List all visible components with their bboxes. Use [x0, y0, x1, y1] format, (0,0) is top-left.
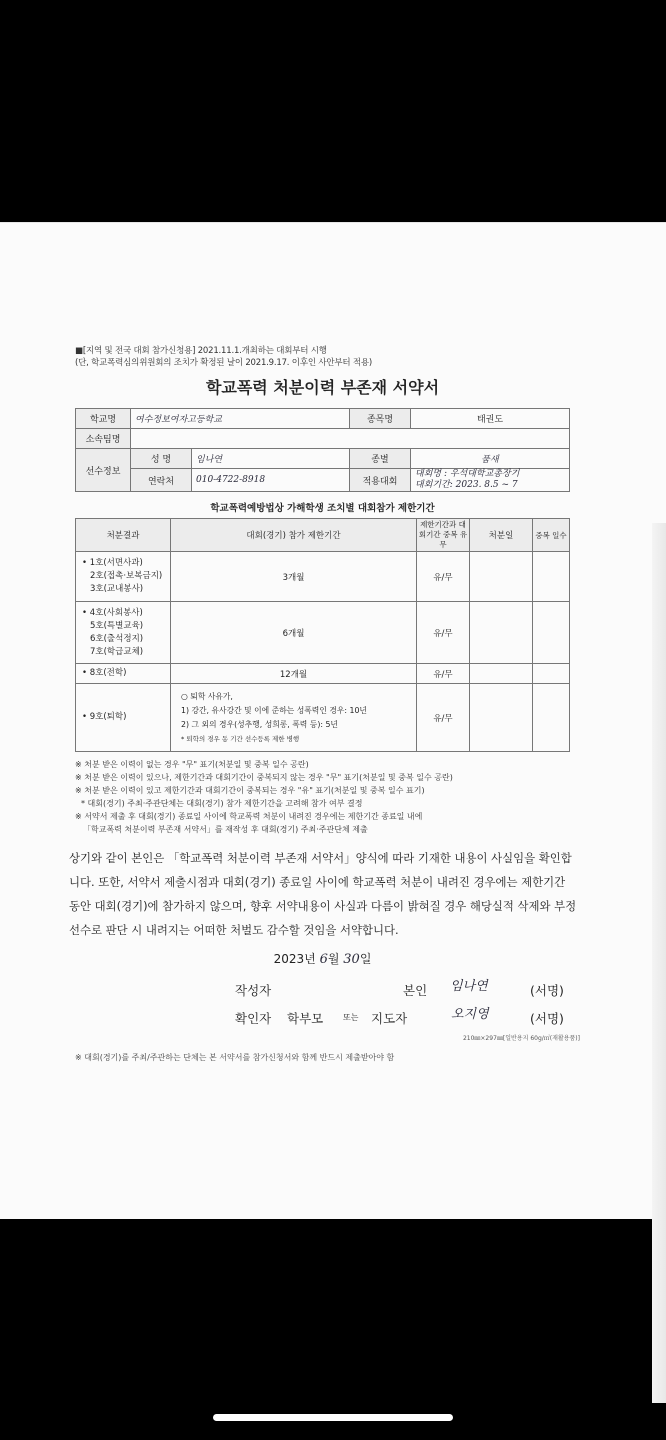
days-cell — [533, 552, 570, 602]
event-value: 품새 — [411, 449, 570, 469]
date-cell — [470, 552, 533, 602]
note-line: 「학교폭력 처분이력 부존재 서약서」를 재작성 후 대회(경기) 주최·주관단체 제출 — [83, 825, 368, 834]
apply-value — [411, 469, 570, 492]
school-value: 여수정보여자고등학교 — [131, 409, 350, 429]
disposition-cell — [76, 602, 171, 664]
period-cell: 3개월 — [171, 552, 417, 602]
header-cell: 제한기간과 대회기간 중복 유무 — [417, 519, 470, 552]
note-line: ※ 처분 받은 이력이 있고 제한기간과 대회기간이 중복되는 경우 "유" 표기(처분일 및 중복 일수 표기) — [75, 786, 425, 795]
disposition-item: • 1호(서면사과) — [82, 558, 143, 568]
days-cell — [533, 684, 570, 752]
note-line: ※ 서약서 제출 후 대회(경기) 종료일 사이에 학교폭력 처분이 내려진 경우에는 제한기간 종료일 내에 — [75, 812, 423, 821]
table-row — [76, 664, 570, 684]
document-page — [0, 222, 666, 1219]
overlap-cell: 유/무 — [417, 602, 470, 664]
player-label: 선수정보 — [76, 449, 131, 492]
period-line: ○ 퇴학 사유가, — [181, 691, 233, 701]
period-cell — [171, 684, 417, 752]
footer-note: ※ 대회(경기)를 주최/주관하는 단체는 본 서약서를 참가신청서와 함께 반드시 제출받아야 함 — [75, 1053, 395, 1062]
note-line: * 대회(경기) 주최·주관단체는 대회(경기) 참가 제한기간을 고려해 참가 여부 결정 — [81, 799, 363, 808]
paper-fold — [652, 523, 666, 1403]
disposition-cell — [76, 552, 171, 602]
date-cell — [470, 602, 533, 664]
writer-label: 작성자 — [235, 983, 272, 998]
restriction-subtitle: 학교폭력예방법상 가해학생 조치별 대회참가 제한기간 — [210, 503, 435, 514]
form-title: 학교폭력 처분이력 부존재 서약서 — [205, 378, 440, 397]
period-cell: 6개월 — [171, 602, 417, 664]
contact-label: 연락처 — [131, 469, 192, 492]
header-cell: 대회(경기) 참가 제한기간 — [171, 519, 417, 552]
days-cell — [533, 602, 570, 664]
table-row — [76, 602, 570, 664]
date-day: 30 — [343, 952, 360, 967]
apply-period: 대회기간: 2023. 8.5 ~ 7 — [415, 480, 518, 490]
days-cell — [533, 664, 570, 684]
disposition-item: 5호(특별교육) — [90, 620, 144, 631]
period-line: * 퇴학의 경우 동 기간 선수등록 제한 병행 — [181, 734, 300, 743]
date-year: 2023년 — [273, 952, 316, 966]
signature-block — [75, 967, 570, 1027]
notice-line: ■[지역 및 전국 대회 참가신청용] 2021.11.1.개최하는 대회부터 시행 — [75, 346, 327, 356]
notice — [75, 345, 570, 369]
signing-date — [75, 950, 570, 967]
name-label: 성 명 — [131, 449, 192, 469]
notice-line: (단, 학교폭력심의위원회의 조치가 확정된 날이 2021.9.17. 이후인 사안부터 적용) — [75, 358, 373, 368]
disposition-item: 7호(학급교체) — [90, 646, 144, 657]
seal-label: (서명) — [530, 1011, 564, 1026]
school-label: 학교명 — [76, 409, 131, 429]
disposition-item: 3호(교내봉사) — [90, 584, 144, 594]
or-label: 또는 — [343, 1013, 359, 1022]
period-line: 1) 강간, 유사강간 및 이에 준하는 성폭력인 경우: 10년 — [181, 705, 367, 715]
confirm-label: 확인자 — [235, 1011, 272, 1026]
header-cell: 처분일 — [470, 519, 533, 552]
table-row — [76, 684, 570, 752]
paper-size: 210㎜×297㎜[일반용지 60g/㎡(재활용품)] — [462, 1035, 580, 1042]
header-cell: 처분결과 — [76, 519, 171, 552]
table-row — [76, 552, 570, 602]
notes — [75, 758, 570, 836]
date-cell — [470, 664, 533, 684]
note-line: ※ 처분 받은 이력이 있으나, 제한기간과 대회기간이 중복되지 않는 경우 "무" 표기(처분일 및 중복 일수 공란) — [75, 773, 453, 782]
month-suffix: 월 — [327, 952, 340, 966]
overlap-cell: 유/무 — [417, 684, 470, 752]
pledge-form — [69, 345, 580, 1063]
info-table — [75, 408, 570, 492]
sport-value: 태권도 — [411, 409, 570, 429]
note-line: ※ 처분 받은 이력이 없는 경우 "무" 표기(처분일 및 중복 일수 공란) — [75, 760, 309, 769]
contact-value: 010-4722-8918 — [192, 469, 350, 492]
disposition-item: • 4호(사회봉사) — [82, 607, 143, 618]
team-label: 소속팀명 — [76, 429, 131, 449]
period-line: 2) 그 외의 경우(성추행, 성희롱, 폭력 등): 5년 — [181, 719, 338, 729]
overlap-cell: 유/무 — [417, 552, 470, 602]
seal-label: (서명) — [530, 983, 564, 998]
overlap-cell: 유/무 — [417, 664, 470, 684]
apply-label: 적용대회 — [350, 469, 411, 492]
pledge-text: 상기와 같이 본인은 「학교폭력 처분이력 부존재 서약서」양식에 따라 기재한 내용이 사실임을 확인합니다. 또한, 서약서 제출시점과 대회(경기) 종료일 사이에 학교폭력 처분이 내려진 경우에는 제한기간 동안 대회(경기)에 참가하지 않으며, 향후 서약내용이 사실과 다름이 밝혀질 경우 해당실적 삭제와 부정선수로 판단 시 내려지는 어떠한 처벌도 감수할 것임을 서약합니다. — [69, 851, 577, 937]
disposition-cell: • 9호(퇴학) — [76, 684, 171, 752]
self-signature: 임나연 — [450, 979, 488, 994]
apply-name: 대회명 : 우석대학교총장기 — [415, 469, 520, 479]
coach-label: 지도자 — [371, 1011, 408, 1026]
sport-label: 종목명 — [350, 409, 411, 429]
restriction-table — [75, 518, 570, 752]
disposition-item: 6호(출석정지) — [90, 633, 144, 644]
disposition-item: 2호(접촉·보복금지) — [90, 571, 163, 581]
disposition-cell: • 8호(전학) — [76, 664, 171, 684]
home-indicator[interactable] — [213, 1414, 453, 1421]
period-cell: 12개월 — [171, 664, 417, 684]
parent-label: 학부모 — [287, 1011, 324, 1026]
header-cell: 중복 일수 — [533, 519, 570, 552]
team-value — [131, 429, 570, 449]
date-cell — [470, 684, 533, 752]
name-value: 임나연 — [192, 449, 350, 469]
day-suffix: 일 — [359, 952, 372, 966]
coach-signature: 오지영 — [451, 1007, 489, 1022]
event-label: 종별 — [350, 449, 411, 469]
date-month: 6 — [319, 952, 328, 967]
self-label: 본인 — [403, 983, 428, 998]
